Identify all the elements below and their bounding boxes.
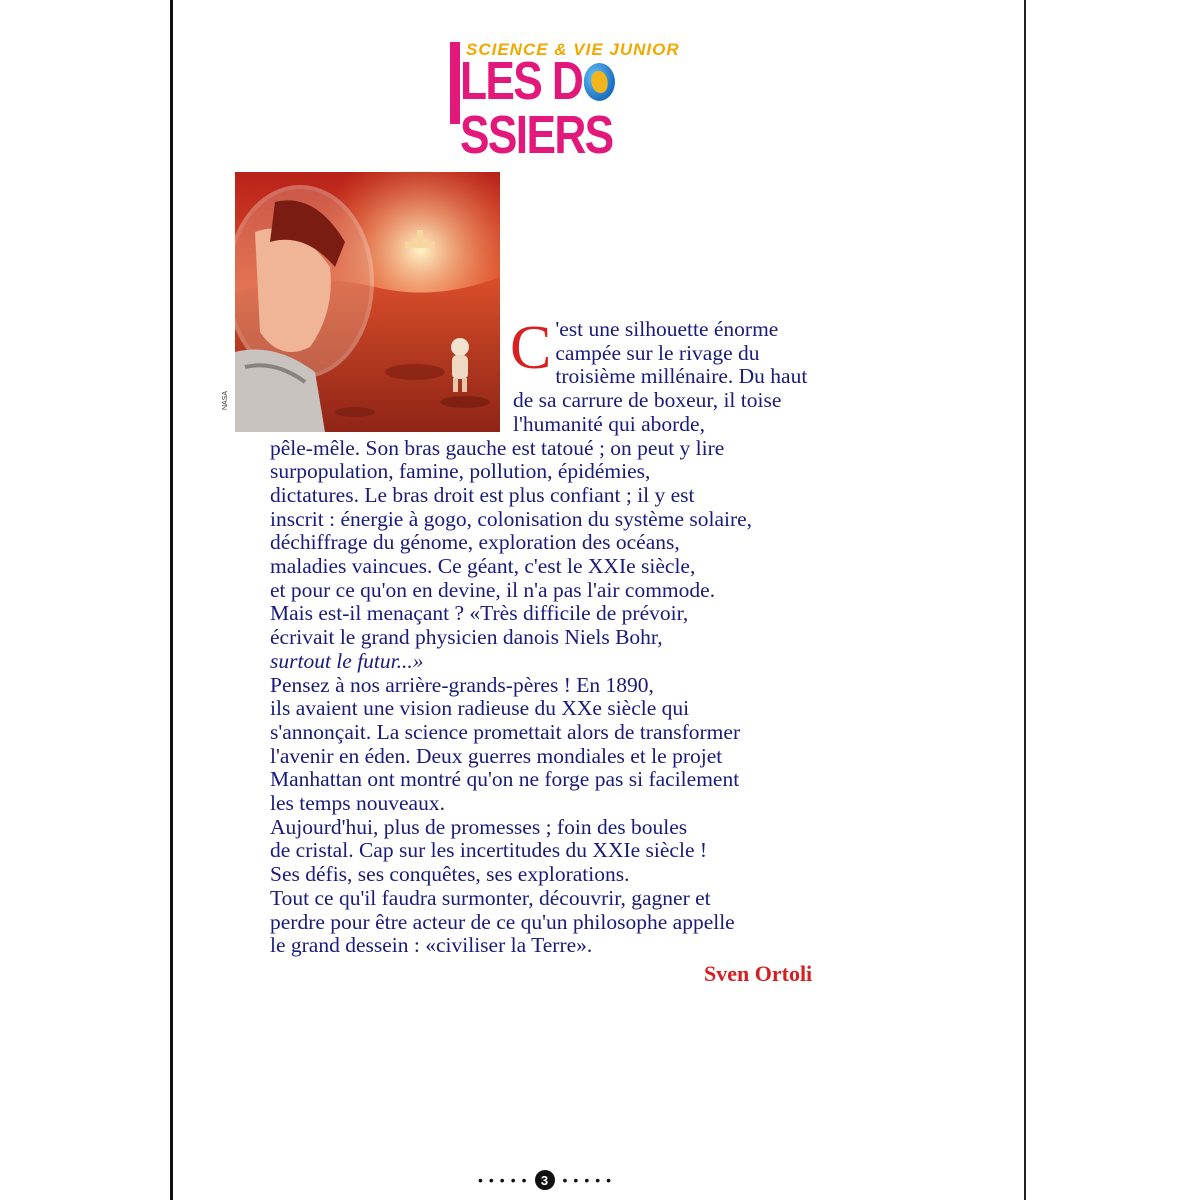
- magazine-logo: [450, 40, 690, 165]
- article-line: de sa carrure de boxeur, il toise: [513, 388, 782, 413]
- article-line: 'est une silhouette énorme: [555, 317, 779, 341]
- page-dots-right: •••••: [562, 1172, 618, 1188]
- author-signature: Sven Ortoli: [704, 961, 813, 986]
- article-line: l'avenir en éden. Deux guerres mondiales et le projet: [270, 743, 723, 768]
- page-edge-left: [170, 0, 173, 1200]
- article-line: surpopulation, famine, pollution, épidémies,: [270, 459, 651, 484]
- article-line: maladies vaincues. Ce géant, c'est le XXIe siècle,: [270, 554, 696, 579]
- logo-title-left: LES D: [460, 51, 583, 111]
- article-line: ils avaient une vision radieuse du XXe siècle qui: [270, 696, 690, 721]
- page-edge-right: [1024, 0, 1026, 1200]
- article-line: Aujourd'hui, plus de promesses ; foin des boules: [270, 814, 688, 839]
- page-number: [478, 1170, 617, 1190]
- article-body: [270, 314, 840, 958]
- article-line: de cristal. Cap sur les incertitudes du XXIe siècle !: [270, 838, 708, 863]
- article-line: et pour ce qu'on en devine, il n'a pas l'air commode.: [270, 577, 716, 602]
- drop-cap: C: [510, 314, 552, 382]
- logo-title-right: SSIERS: [460, 105, 613, 165]
- page-dots-left: •••••: [478, 1172, 533, 1188]
- article-line: Mais est-il menaçant ? «Très difficile de prévoir,: [270, 601, 689, 626]
- article-line: dictatures. Le bras droit est plus confiant ; il y est: [270, 482, 695, 507]
- article-line: l'humanité qui aborde,: [513, 411, 705, 436]
- article-line: écrivait le grand physicien danois Niels Bohr,: [270, 625, 663, 650]
- logo-accent-bar: [450, 42, 460, 124]
- article-line: déchiffrage du génome, exploration des océans,: [270, 530, 680, 555]
- article-line: Manhattan ont montré qu'on ne forge pas si facilement: [270, 767, 740, 792]
- logo-title: [460, 51, 649, 165]
- article-line: le grand dessein : «civiliser la Terre».: [270, 933, 593, 958]
- article-line: pêle-mêle. Son bras gauche est tatoué ; on peut y lire: [270, 435, 725, 460]
- logo-subtitle: SCIENCE & VIE JUNIOR: [466, 40, 680, 59]
- article-line: les temps nouveaux.: [270, 791, 445, 816]
- article-line: s'annonçait. La science promettait alors de transformer: [270, 719, 741, 744]
- globe-icon: [584, 63, 615, 101]
- article-line: surtout le futur...»: [270, 648, 424, 673]
- page-number-badge: 3: [535, 1170, 555, 1190]
- article-line: troisième millénaire. Du haut: [555, 364, 808, 389]
- article-line: inscrit : énergie à gogo, colonisation du système solaire,: [270, 506, 753, 531]
- article-line: Tout ce qu'il faudra surmonter, découvrir, gagner et: [270, 885, 711, 910]
- article-line: Pensez à nos arrière-grands-pères ! En 1890,: [270, 672, 654, 697]
- photo-credit: NASA: [222, 390, 229, 410]
- article-line: Ses défis, ses conquêtes, ses explorations.: [270, 862, 630, 887]
- article-line: campée sur le rivage du: [555, 340, 760, 365]
- article-line: perdre pour être acteur de ce qu'un philosophe appelle: [270, 909, 735, 934]
